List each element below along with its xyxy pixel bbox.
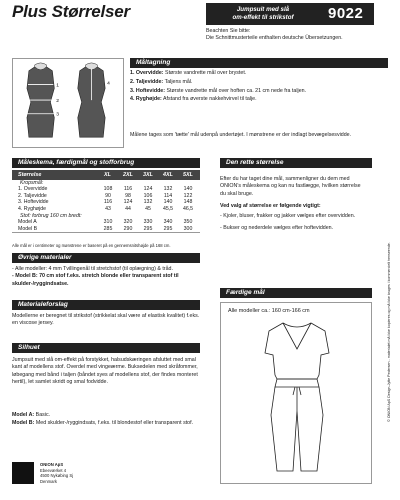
cell: 140 — [163, 199, 173, 206]
paragraph: Efter du har taget dine mål, sammenligner du dem med ONION's måleskema og kan nu fastlægge, hvilken størrelse du skal bruge. — [220, 176, 361, 197]
cell: 148 — [183, 199, 193, 206]
cell: 132 — [143, 199, 153, 206]
row-label: 3. Hoftevidde — [18, 199, 49, 206]
address-line: ONION ApS — [40, 462, 64, 467]
measure-list — [130, 70, 388, 105]
cell: 90 — [105, 192, 111, 199]
section-bar-finished: Færdige mål — [220, 288, 372, 298]
onion-logo — [12, 462, 34, 484]
silhouette-text: Jumpsuit med slå om-effekt på forstykket, halsudskæringen afsluttet med smal kant af modellens stof. Overdel med vingeærme. Buksedelen med skråfommer, løbegang med bånd i taljen (båndet syes af modellens stof, der findes monteret hertil), let samlet skridt og smal fodvidde. — [12, 357, 198, 386]
cell: 45,5 — [162, 205, 174, 212]
address-line: 4500 Nykøbing Sj — [40, 473, 74, 479]
row-label: 1. Overvidde — [18, 186, 48, 193]
table-row — [12, 226, 200, 232]
drawing-caption: Alle modeller ca.: 160 cm-166 cm — [228, 308, 310, 314]
pattern-code-box — [206, 3, 374, 25]
paragraph: Ved valg af størrelse er følgende vigtigt: — [220, 203, 321, 210]
list-item: - Alle modeller: 4 mm Tvillingenål til stretchstof (til oplægning) & tråd. — [12, 266, 173, 272]
paragraph: - Kjoler, bluser, frakker og jakker vælges efter overvidden. — [220, 212, 356, 219]
measure-text: Taljens mål. — [164, 78, 193, 85]
materials-list — [12, 266, 200, 288]
model-b — [12, 420, 200, 428]
section-bar-size-chart: Måleskema, færdigmål og stofforbrug — [12, 158, 200, 168]
cell: 43 — [105, 205, 111, 212]
measure-item — [130, 88, 388, 96]
size-col-header: Størrelse — [18, 172, 42, 178]
cell: 320 — [123, 219, 133, 226]
address-line: Ebeeværket 4 — [40, 467, 67, 473]
svg-text:4: 4 — [107, 81, 110, 87]
cell: 330 — [143, 219, 153, 226]
size-table-header — [12, 170, 200, 180]
row-label: 4. Ryghøjde — [18, 205, 46, 212]
jumpsuit-drawing — [221, 315, 373, 483]
model-b-text: Med skulder-/ryggindsats, f.eks. til blondestof eller transparent stof. — [35, 419, 194, 426]
cell: 300 — [183, 225, 193, 232]
jumpsuit-drawing-box — [220, 302, 372, 484]
model-a-label: Model A: — [12, 412, 35, 418]
measure-text: Største vandrette mål over hoften ca. 21 cm nede fra taljen. — [166, 87, 307, 94]
measure-item — [130, 96, 388, 104]
measure-text: Største vandrette mål over brystet. — [165, 70, 247, 76]
page-title: Plus Størrelser — [12, 2, 130, 21]
section-bar-measuring: Måltagning — [130, 58, 388, 68]
cell: 116 — [103, 199, 113, 206]
size-col-header: 2XL — [123, 172, 133, 178]
table-row — [12, 206, 200, 212]
model-descriptions — [12, 412, 200, 427]
pattern-subtitle — [206, 6, 320, 22]
subtitle-line-2: om-effekt til strikstof — [232, 14, 294, 21]
right-size-text — [220, 176, 366, 237]
measure-label: 3. Hoftevidde: — [130, 87, 166, 94]
model-b-label: Model B: — [12, 419, 35, 426]
measure-footnote: Målene tages som 'tætte' mål udenpå undertøjet. I mønstrene er der indlagt bevægelsesvidde. — [130, 132, 352, 138]
footer — [12, 462, 73, 494]
cell: 116 — [123, 186, 133, 193]
svg-text:1: 1 — [56, 83, 59, 89]
measure-label: 4. Ryghøjde: — [130, 96, 162, 103]
model-a-text: Basic. — [35, 412, 51, 418]
size-col-header: 5XL — [183, 172, 193, 178]
row-label: Model A — [18, 219, 37, 226]
measure-label: 2. Taljevidde: — [130, 78, 164, 85]
section-bar-materials: Øvrige materialer — [12, 253, 200, 263]
list-item: - Model B: 70 cm stof f.eks. stretch blonde eller transparent stof til skulder-/ryggindsatse. — [12, 273, 179, 287]
address-line: Denmark — [40, 478, 57, 484]
body-measure-label: Kropsmål: — [20, 180, 44, 186]
section-bar-silhouette: Silhuet — [12, 343, 200, 353]
size-note: Alle mål er i centimeter og mønstrene er baseret på en gennemsnitshøjde på 168 cm. — [12, 243, 171, 248]
cell: 285 — [103, 225, 113, 232]
section-bar-right-size: Den rette størrelse — [220, 158, 372, 168]
copyright-vertical — [384, 180, 394, 480]
measure-item — [130, 70, 388, 78]
copyright-text: © ONION ApS Design-Jytte Pedersen - materialet må ikke kopieres og må ikke bruges i kommercielt henseende. — [387, 242, 391, 422]
mannequin-svg — [13, 59, 123, 147]
cell: 114 — [163, 192, 173, 199]
footer-address — [40, 462, 73, 484]
row-label: Model B — [18, 225, 38, 232]
mannequin-illustration — [12, 58, 124, 148]
note-line-1: Beachten Sie bitte: — [206, 28, 251, 34]
cell: 124 — [123, 199, 133, 206]
model-a — [12, 412, 200, 420]
cell: 290 — [123, 225, 133, 232]
subtitle-line-1: Jumpsuit med slå — [236, 6, 290, 13]
cell: 46,5 — [182, 205, 194, 212]
measure-text: Afstand fra øverste nakkehvirvel til talje. — [162, 96, 257, 103]
measure-item — [130, 79, 388, 87]
material-guide-text: Modellerne er beregnet til strikstof (strikkelat skal være af elastisk kvalitet) f.eks. en viscose jersey. — [12, 313, 200, 327]
cell: 295 — [163, 225, 173, 232]
size-table — [12, 180, 200, 233]
section-bar-material-guide: Materialeforslag — [12, 300, 200, 310]
cell: 132 — [163, 186, 173, 193]
fabric-label: Stof: forbrug 160 cm bredt: — [20, 213, 82, 220]
cell: 140 — [183, 186, 193, 193]
pattern-number: 9022 — [328, 5, 364, 22]
row-label: 2. Taljevidde — [18, 192, 47, 199]
cell: 340 — [163, 219, 173, 226]
cell: 106 — [143, 192, 153, 199]
size-col-header: XL — [104, 172, 111, 178]
german-note — [206, 28, 381, 42]
svg-text:2: 2 — [56, 99, 59, 105]
cell: 45 — [145, 205, 151, 212]
cell: 124 — [143, 186, 153, 193]
size-col-header: 3XL — [143, 172, 153, 178]
cell: 122 — [183, 192, 193, 199]
cell: 98 — [125, 192, 131, 199]
cell: 350 — [183, 219, 193, 226]
cell: 44 — [125, 205, 131, 212]
note-line-2: Die Schnittmusterteile enthalten deutsche Übersetzungen. — [206, 35, 343, 41]
size-col-header: 4XL — [163, 172, 173, 178]
cell: 295 — [143, 225, 153, 232]
paragraph: - Bukser og nederdele vælges efter hoftevidden. — [220, 225, 334, 232]
svg-text:3: 3 — [56, 112, 59, 118]
cell: 108 — [103, 186, 113, 193]
measure-label: 1. Overvidde: — [130, 70, 164, 76]
cell: 310 — [103, 219, 113, 226]
